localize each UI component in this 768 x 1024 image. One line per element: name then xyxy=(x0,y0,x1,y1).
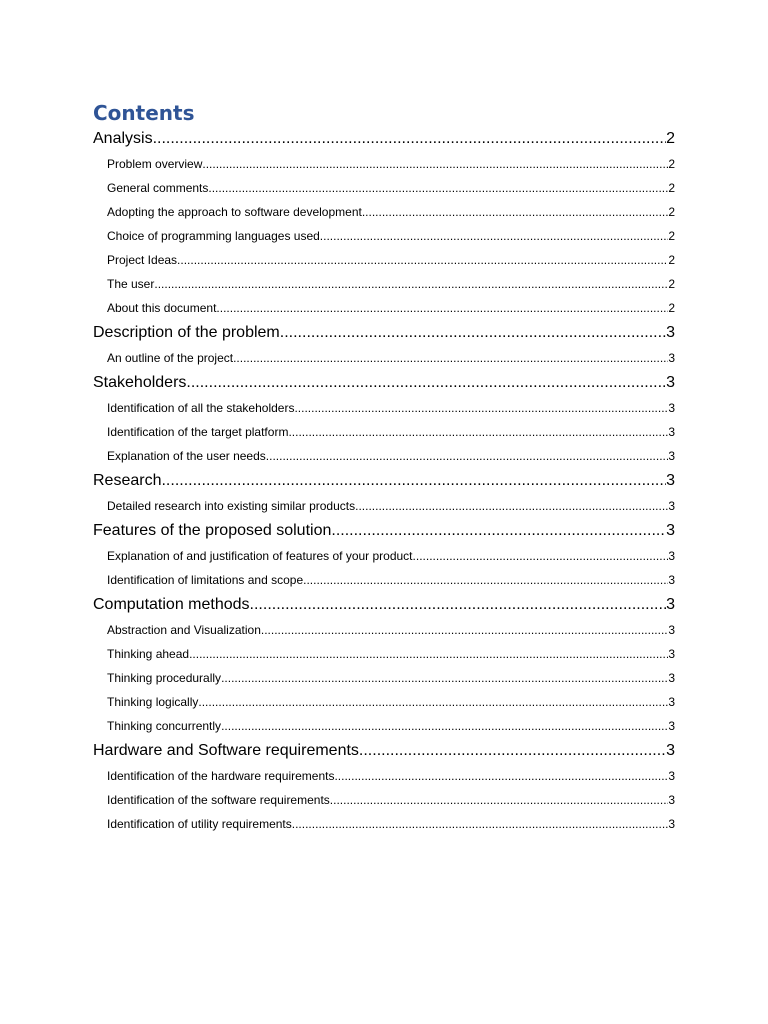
toc-entry-label: Computation methods xyxy=(93,596,250,613)
toc-entry-label: Thinking ahead xyxy=(107,647,190,661)
toc-dot-leader xyxy=(153,126,667,152)
toc-page-number: 3 xyxy=(666,522,675,539)
toc-page-number: 2 xyxy=(668,277,675,291)
toc-dot-leader xyxy=(288,420,668,444)
toc-entry-label: Features of the proposed solution xyxy=(93,522,332,539)
toc-page-number: 3 xyxy=(668,647,675,661)
toc-entry-label: Thinking logically xyxy=(107,695,199,709)
toc-entry-subheading[interactable] xyxy=(93,714,675,738)
toc-dot-leader xyxy=(266,444,669,468)
toc-heading: Contents xyxy=(93,101,195,125)
toc-entry-label: Problem overview xyxy=(107,157,203,171)
toc-page-number: 3 xyxy=(666,324,675,341)
toc-dot-leader xyxy=(355,494,668,518)
toc-dot-leader xyxy=(216,296,668,320)
toc-dot-leader xyxy=(233,346,668,370)
toc-dot-leader xyxy=(261,618,668,642)
toc-entry-subheading[interactable] xyxy=(93,690,675,714)
toc-page-number: 3 xyxy=(666,374,675,391)
toc-entry-subheading[interactable] xyxy=(93,544,675,568)
toc-page-number: 2 xyxy=(668,181,675,195)
toc-entry-heading[interactable] xyxy=(93,592,675,618)
toc-entry-subheading[interactable] xyxy=(93,296,675,320)
toc-entry-subheading[interactable] xyxy=(93,248,675,272)
toc-page-number: 3 xyxy=(666,596,675,613)
toc-entry-subheading[interactable] xyxy=(93,444,675,468)
toc-entry-heading[interactable] xyxy=(93,518,675,544)
toc-entry-subheading[interactable] xyxy=(93,224,675,248)
toc-page-number: 3 xyxy=(668,573,675,587)
toc-entry-label: Choice of programming languages used xyxy=(107,229,320,243)
toc-page-number: 2 xyxy=(668,157,675,171)
toc-dot-leader xyxy=(292,812,669,836)
toc-entry-heading[interactable] xyxy=(93,370,675,396)
toc-entry-label: Identification of all the stakeholders xyxy=(107,401,295,415)
toc-entry-label: Detailed research into existing similar products xyxy=(107,499,356,513)
toc-page-number: 3 xyxy=(668,499,675,513)
toc-entry-label: Stakeholders xyxy=(93,374,187,391)
toc-page-number: 3 xyxy=(668,401,675,415)
toc-dot-leader xyxy=(331,518,666,544)
toc-entry-label: General comments xyxy=(107,181,209,195)
toc-dot-leader xyxy=(221,714,668,738)
toc-page-number: 2 xyxy=(668,229,675,243)
toc-entry-subheading[interactable] xyxy=(93,788,675,812)
toc-page-number: 3 xyxy=(668,719,675,733)
toc-dot-leader xyxy=(177,248,668,272)
toc-entry-label: An outline of the project xyxy=(107,351,234,365)
toc-entry-label: Identification of the target platform xyxy=(107,425,289,439)
toc-dot-leader xyxy=(198,690,668,714)
toc-page-number: 3 xyxy=(668,793,675,807)
toc-entry-label: The user xyxy=(107,277,155,291)
toc-dot-leader xyxy=(154,272,668,296)
toc-page-number: 3 xyxy=(668,623,675,637)
toc-entry-subheading[interactable] xyxy=(93,176,675,200)
toc-page-number: 2 xyxy=(668,301,675,315)
toc-entry-label: Adopting the approach to software development xyxy=(107,205,362,219)
toc-dot-leader xyxy=(294,396,668,420)
toc-dot-leader xyxy=(330,788,669,812)
toc-entry-label: Identification of the software requirements xyxy=(107,793,330,807)
toc-entry-subheading[interactable] xyxy=(93,396,675,420)
toc-entry-subheading[interactable] xyxy=(93,666,675,690)
toc-entry-label: Abstraction and Visualization xyxy=(107,623,261,637)
document-page xyxy=(93,100,675,836)
toc-entry-label: Analysis xyxy=(93,130,153,147)
toc-dot-leader xyxy=(413,544,669,568)
toc-dot-leader xyxy=(250,592,667,618)
toc-entry-subheading[interactable] xyxy=(93,568,675,592)
toc-entry-label: Hardware and Software requirements xyxy=(93,742,359,759)
toc-entry-label: Project Ideas xyxy=(107,253,178,267)
toc-dot-leader xyxy=(303,568,668,592)
toc-dot-leader xyxy=(161,468,666,494)
toc-page-number: 3 xyxy=(668,817,675,831)
toc-page-number: 3 xyxy=(668,671,675,685)
toc-dot-leader xyxy=(362,200,668,224)
toc-dot-leader xyxy=(208,176,668,200)
toc-dot-leader xyxy=(189,642,668,666)
toc-dot-leader xyxy=(186,370,666,396)
toc-page-number: 3 xyxy=(668,425,675,439)
toc-entry-subheading[interactable] xyxy=(93,420,675,444)
toc-entry-label: Identification of utility requirements xyxy=(107,817,292,831)
toc-entry-label: Explanation of the user needs xyxy=(107,449,266,463)
toc-entry-heading[interactable] xyxy=(93,320,675,346)
toc-entry-heading[interactable] xyxy=(93,738,675,764)
toc-dot-leader xyxy=(334,764,668,788)
toc-page-number: 3 xyxy=(668,695,675,709)
toc-dot-leader xyxy=(359,738,666,764)
toc-list xyxy=(93,126,675,836)
toc-entry-subheading[interactable] xyxy=(93,152,675,176)
toc-entry-subheading[interactable] xyxy=(93,494,675,518)
toc-page-number: 3 xyxy=(668,449,675,463)
toc-page-number: 2 xyxy=(668,205,675,219)
toc-entry-heading[interactable] xyxy=(93,468,675,494)
toc-entry-heading[interactable] xyxy=(93,126,675,152)
toc-page-number: 3 xyxy=(668,769,675,783)
toc-page-number: 2 xyxy=(666,130,675,147)
toc-page-number: 3 xyxy=(666,742,675,759)
toc-entry-label: Description of the problem xyxy=(93,324,280,341)
toc-entry-label: Research xyxy=(93,472,162,489)
toc-page-number: 3 xyxy=(666,472,675,489)
toc-dot-leader xyxy=(320,224,669,248)
toc-dot-leader xyxy=(280,320,666,346)
toc-entry-label: Thinking concurrently xyxy=(107,719,222,733)
toc-entry-label: Thinking procedurally xyxy=(107,671,222,685)
toc-entry-subheading[interactable] xyxy=(93,812,675,836)
toc-entry-subheading[interactable] xyxy=(93,764,675,788)
toc-page-number: 2 xyxy=(668,253,675,267)
toc-page-number: 3 xyxy=(668,549,675,563)
toc-entry-subheading[interactable] xyxy=(93,346,675,370)
toc-entry-label: Identification of limitations and scope xyxy=(107,573,304,587)
toc-dot-leader xyxy=(221,666,668,690)
toc-page-number: 3 xyxy=(668,351,675,365)
toc-entry-label: Explanation of and justification of features of your product xyxy=(107,549,413,563)
toc-entry-subheading[interactable] xyxy=(93,618,675,642)
toc-entry-subheading[interactable] xyxy=(93,200,675,224)
toc-entry-label: About this document xyxy=(107,301,217,315)
toc-entry-subheading[interactable] xyxy=(93,642,675,666)
toc-dot-leader xyxy=(202,152,668,176)
toc-entry-label: Identification of the hardware requirements xyxy=(107,769,335,783)
toc-entry-subheading[interactable] xyxy=(93,272,675,296)
